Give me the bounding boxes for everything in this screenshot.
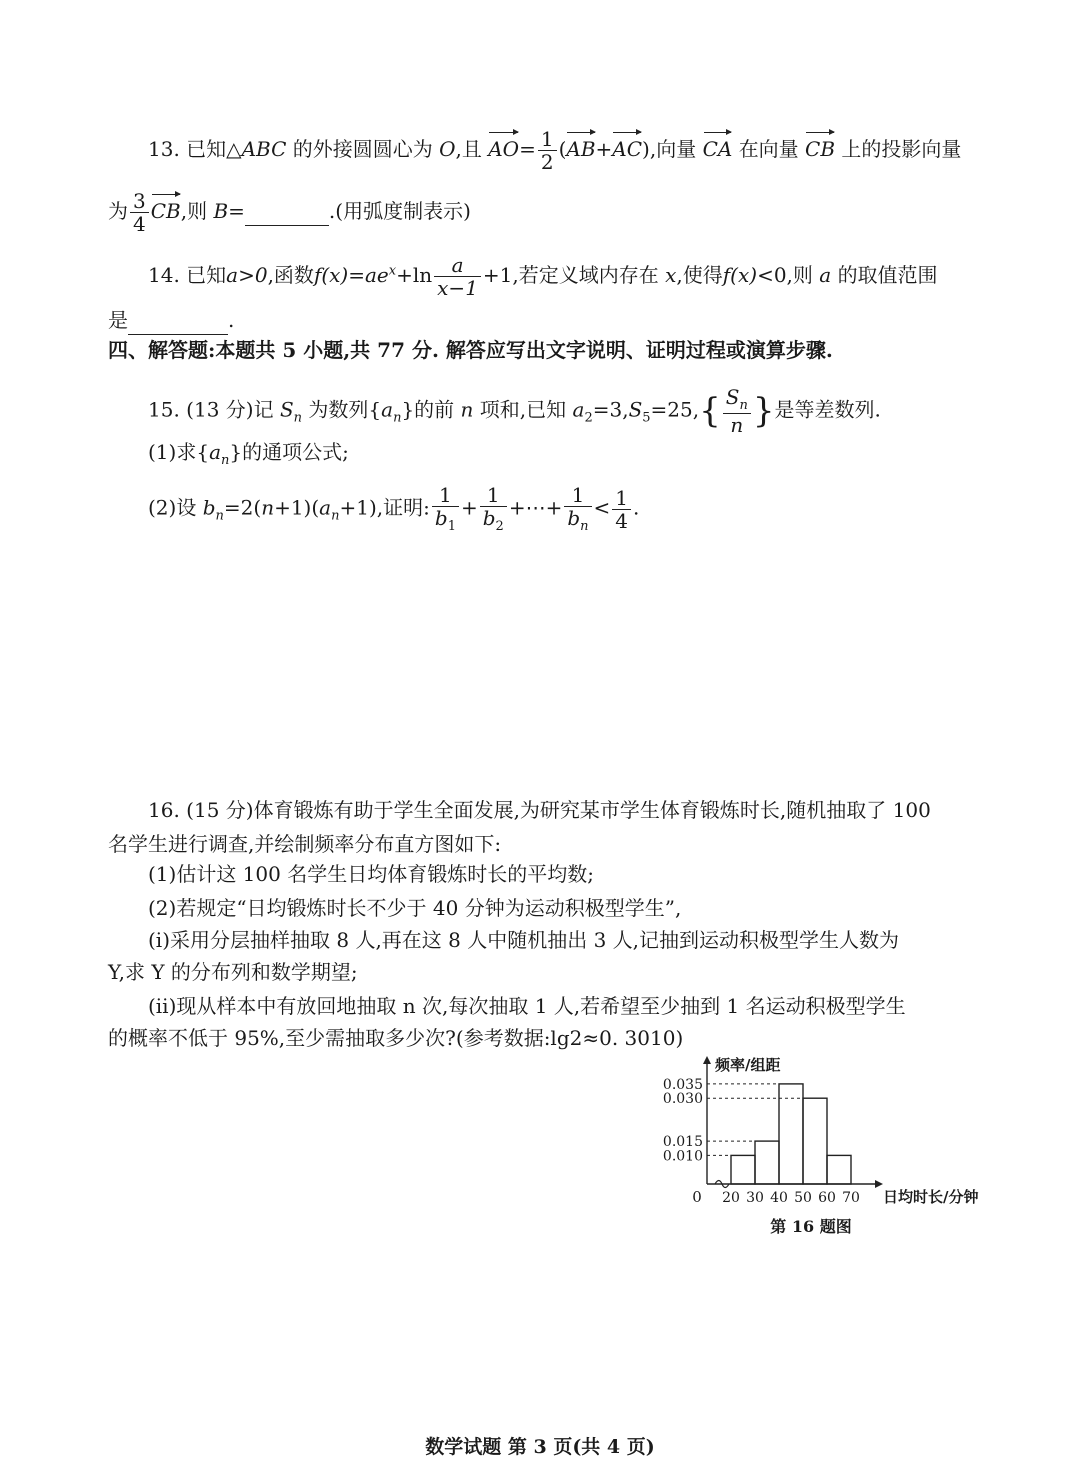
fraction-1-b1 bbox=[432, 484, 459, 534]
q14-exp: x bbox=[388, 263, 397, 279]
q15-text: 为数列{ bbox=[308, 397, 382, 422]
fraction-1-b2 bbox=[480, 484, 507, 534]
q15-text: =2( bbox=[223, 495, 262, 520]
q15-sub: n bbox=[221, 453, 230, 468]
histogram-chart bbox=[655, 1050, 1025, 1250]
q14-ae: ae bbox=[365, 263, 389, 287]
q15-sub: n bbox=[739, 398, 748, 413]
fraction-half bbox=[538, 128, 557, 173]
vector-cb: CB bbox=[805, 137, 836, 161]
frac-num: S bbox=[725, 385, 740, 409]
frac-den: x−1 bbox=[437, 276, 478, 300]
q15-text: +1),证明: bbox=[339, 495, 430, 520]
frac-den: b bbox=[482, 506, 496, 530]
y-tick-label: 0.030 bbox=[662, 1091, 703, 1108]
vector-ao: AO bbox=[488, 137, 520, 161]
vector-ac: AC bbox=[612, 137, 643, 161]
q14-text: ,函数 bbox=[267, 263, 314, 287]
frac-den: b bbox=[434, 506, 448, 530]
q15-sub: 5 bbox=[642, 410, 651, 426]
q13-text: ,向量 bbox=[649, 137, 697, 161]
q14-text: <0,则 bbox=[757, 263, 813, 287]
q16-line1: 16. (15 分)体育锻炼有助于学生全面发展,为研究某市学生体育锻炼时长,随机抽取了 100 bbox=[148, 798, 931, 822]
vector-ab: AB bbox=[566, 137, 596, 161]
q15-sub: n bbox=[393, 410, 402, 426]
q15-b: b bbox=[202, 495, 216, 520]
q13-text: ,则 bbox=[180, 199, 208, 223]
frac-num: 1 bbox=[612, 487, 631, 510]
frac-den: 2 bbox=[540, 150, 554, 174]
q15-plus: + bbox=[460, 495, 478, 520]
page-footer: 数学试题 第 3 页(共 4 页) bbox=[425, 1436, 655, 1458]
q13-text: 为 bbox=[108, 199, 128, 223]
y-tick-label: 0.015 bbox=[662, 1134, 703, 1151]
q15-text: 记 bbox=[253, 397, 274, 422]
q14-line2 bbox=[108, 306, 234, 335]
answer-blank bbox=[128, 306, 228, 335]
histogram-bar bbox=[803, 1098, 827, 1184]
q15-text: 是等差数列. bbox=[774, 397, 881, 422]
q15-text: }的前 bbox=[401, 397, 455, 422]
y-tick-label: 0.010 bbox=[662, 1148, 703, 1165]
q13-eq: = bbox=[228, 199, 245, 223]
q15-sub: 2 bbox=[584, 410, 593, 426]
section-heading: 四、解答题:本题共 5 小题,共 77 分. 解答应写出文字说明、证明过程或演算步骤. bbox=[108, 338, 833, 362]
q15-n: n bbox=[261, 495, 275, 520]
q15-text: 项和,已知 bbox=[479, 397, 567, 422]
x-tick-label: 30 bbox=[746, 1190, 764, 1206]
x-tick-label: 60 bbox=[818, 1190, 836, 1206]
q13-text: 在向量 bbox=[738, 137, 799, 161]
x-tick-label: 70 bbox=[842, 1190, 860, 1206]
q13-eq: = bbox=[519, 137, 536, 161]
histogram-bar bbox=[731, 1155, 755, 1184]
q13-number: 13. bbox=[148, 137, 180, 161]
x-tick-label: 40 bbox=[770, 1190, 788, 1206]
vector-ca: CA bbox=[702, 137, 733, 161]
q14-text: ,使得 bbox=[676, 263, 723, 287]
q15-lt: < bbox=[593, 495, 611, 520]
fraction-three-quarters bbox=[130, 190, 149, 235]
q15-s: S bbox=[279, 397, 294, 422]
q15-a: a bbox=[209, 440, 221, 464]
x-axis-arrow bbox=[875, 1180, 883, 1188]
fraction-a-over-x bbox=[434, 254, 481, 299]
answer-blank bbox=[245, 197, 329, 226]
q15-text: =25, bbox=[650, 397, 700, 422]
y-tick-label: 0.035 bbox=[662, 1076, 703, 1093]
q15-a: a bbox=[319, 495, 332, 520]
frac-num: 1 bbox=[432, 484, 459, 507]
q15-part2 bbox=[148, 484, 639, 534]
q15-sub: n bbox=[331, 508, 340, 524]
q15-text: =3, bbox=[592, 397, 629, 422]
q15-score: (13 分) bbox=[186, 397, 254, 422]
frac-den: b bbox=[567, 506, 581, 530]
q15-sub: n bbox=[293, 410, 303, 426]
q16-line4: (2)若规定“日均锻炼时长不少于 40 分钟为运动积极型学生”, bbox=[148, 896, 682, 920]
q15-period: . bbox=[633, 495, 640, 520]
x-axis-title: 日均时长/分钟 bbox=[883, 1188, 979, 1206]
x-tick-label: 20 bbox=[722, 1190, 740, 1206]
q15-text: +1)( bbox=[274, 495, 320, 520]
q16-line3: (1)估计这 100 名学生日均体育锻炼时长的平均数; bbox=[148, 862, 594, 886]
q14-text: 已知 bbox=[186, 263, 227, 287]
q14-fx: f(x) bbox=[313, 263, 349, 287]
q14-text: . bbox=[228, 308, 235, 332]
q15-brace: { bbox=[699, 391, 721, 431]
frac-num: 1 bbox=[538, 128, 557, 151]
fraction-1-bn bbox=[564, 484, 591, 534]
q14-text: 的取值范围 bbox=[837, 263, 938, 287]
q15-n: n bbox=[460, 397, 474, 422]
q15-text: (2)设 bbox=[148, 495, 197, 520]
fraction-1-4 bbox=[612, 487, 631, 532]
frac-num: a bbox=[434, 254, 481, 277]
q15-text: }的通项公式; bbox=[229, 440, 349, 464]
q14-x: x bbox=[665, 263, 677, 287]
q15-line1 bbox=[148, 386, 881, 436]
q15-a: a bbox=[572, 397, 585, 422]
q14-text: 是 bbox=[108, 308, 128, 332]
frac-den: 4 bbox=[615, 508, 629, 533]
q13-line1: 13. 已知△ABC 的外接圆圆心为 O,且 AO= $\frac{1}{2}$ (AB+AC),向量 CA 在向量 CB 上的投影向量 bbox=[148, 127, 962, 174]
q15-number: 15. bbox=[148, 397, 180, 422]
fraction-sn-over-n bbox=[723, 386, 751, 436]
q16-line8: 的概率不低于 95%,至少需抽取多少次?(参考数据:lg2≈0. 3010) bbox=[108, 1026, 684, 1050]
q16-line6: Y,求 Y 的分布列和数学期望; bbox=[108, 960, 358, 984]
origin-label: 0 bbox=[692, 1188, 702, 1206]
x-tick-label: 50 bbox=[794, 1190, 812, 1206]
chart-caption: 第 16 题图 bbox=[770, 1217, 852, 1236]
q13-b: B bbox=[213, 199, 229, 223]
y-axis-arrow bbox=[703, 1056, 711, 1064]
q15-text: (1)求{ bbox=[148, 440, 210, 464]
q16-line2: 名学生进行调查,并绘制频率分布直方图如下: bbox=[108, 832, 502, 856]
q13-text: 已知△ bbox=[186, 137, 242, 161]
q14-fx: f(x) bbox=[722, 263, 758, 287]
q13-triangle: ABC bbox=[241, 137, 287, 161]
histogram-bar bbox=[755, 1141, 779, 1184]
q13-text: .(用弧度制表示) bbox=[328, 199, 471, 223]
q13-text: 的外接圆圆心为 bbox=[292, 137, 433, 161]
q15-brace: } bbox=[752, 391, 775, 431]
q13-text: ,且 bbox=[455, 137, 482, 161]
q15-sub: n bbox=[215, 508, 224, 524]
q15-dots: +⋯+ bbox=[508, 495, 563, 520]
q14-text: +ln bbox=[396, 263, 433, 287]
q14-line1 bbox=[148, 254, 938, 299]
frac-num: 1 bbox=[480, 484, 507, 507]
histogram-bar bbox=[779, 1084, 803, 1184]
q14-condition: a>0 bbox=[226, 263, 268, 287]
frac-den: 4 bbox=[133, 212, 146, 236]
q14-number: 14. bbox=[148, 263, 180, 287]
q16-line7: (ⅱ)现从样本中有放回地抽取 n 次,每次抽取 1 人,若希望至少抽到 1 名运动积极型学生 bbox=[148, 994, 906, 1018]
q13-plus: + bbox=[595, 137, 613, 161]
q13-text: 上的投影向量 bbox=[841, 137, 962, 161]
frac-den: n bbox=[730, 413, 744, 437]
q16-line5: (ⅰ)采用分层抽样抽取 8 人,再在这 8 人中随机抽出 3 人,记抽到运动积极型学生人数为 bbox=[148, 928, 900, 952]
q15-s: S bbox=[628, 397, 643, 422]
q14-a: a bbox=[819, 263, 832, 287]
y-axis-title: 频率/组距 bbox=[715, 1056, 781, 1074]
q15-sub: n bbox=[580, 519, 589, 534]
q13-o: O bbox=[439, 137, 456, 161]
histogram-bar bbox=[827, 1155, 851, 1184]
frac-num: 3 bbox=[130, 190, 149, 213]
q14-text: +1,若定义域内存在 bbox=[482, 263, 659, 287]
q15-sub: 1 bbox=[447, 519, 456, 534]
vector-cb: CB bbox=[150, 199, 181, 223]
q13-line2 bbox=[108, 190, 471, 235]
q15-part1 bbox=[148, 438, 349, 475]
frac-num: 1 bbox=[564, 484, 591, 507]
q15-a: a bbox=[381, 397, 394, 422]
q14-eq: = bbox=[348, 263, 365, 287]
q15-sub: 2 bbox=[495, 519, 504, 534]
